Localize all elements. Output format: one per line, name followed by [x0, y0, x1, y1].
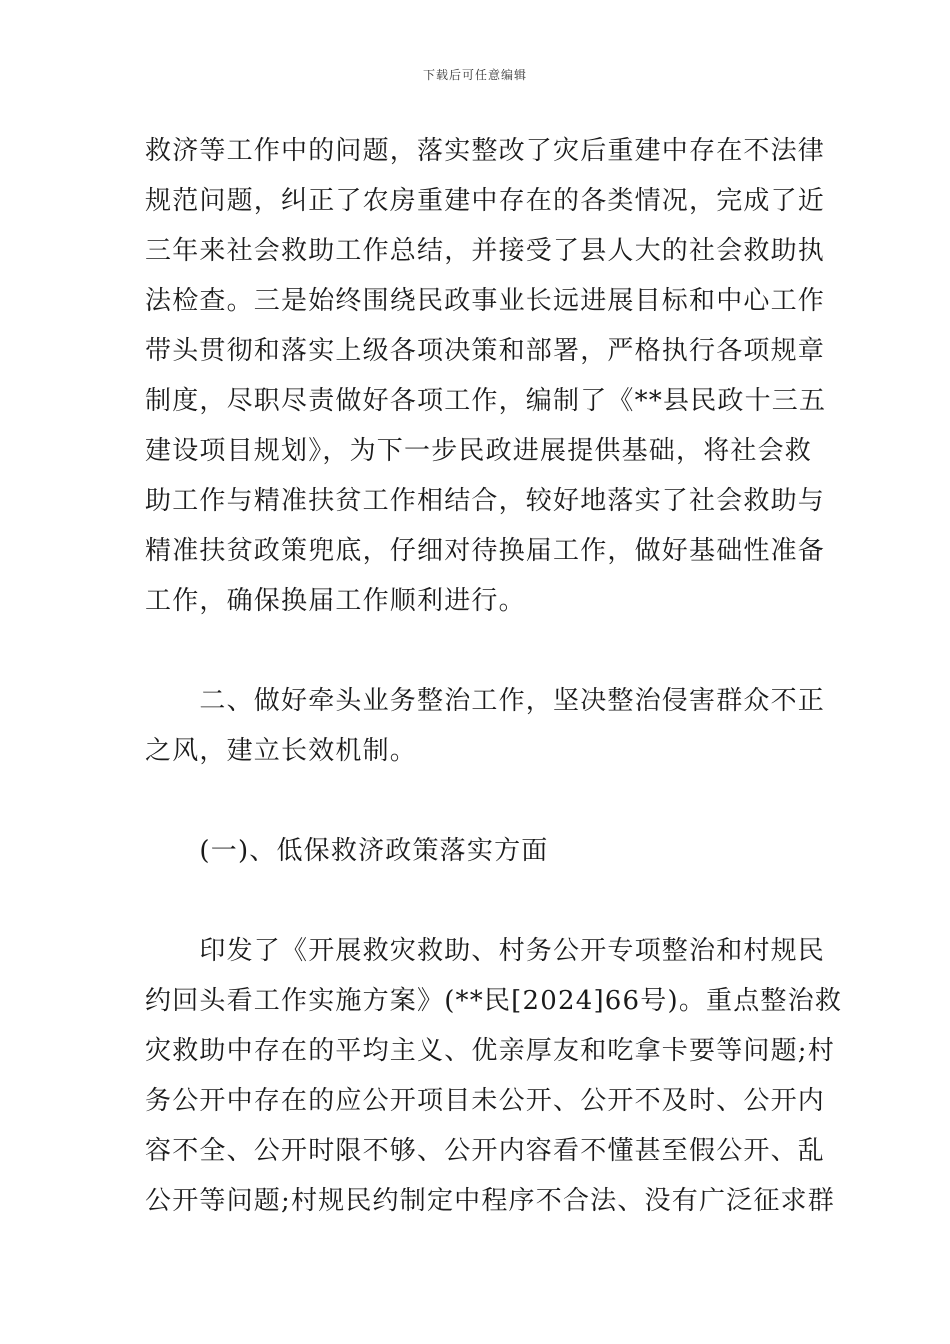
- page-header: 下载后可任意编辑: [422, 68, 527, 82]
- text-line: 救济等工作中的问题，落实整改了灾后重建中存在不法律: [145, 136, 826, 166]
- text-line: 二、做好牵头业务整治工作，坚决整治侵害群众不正: [145, 686, 826, 716]
- paragraph: [145, 126, 827, 626]
- text-line: 务公开中存在的应公开项目未公开、公开不及时、公开内: [145, 1086, 826, 1116]
- text-line: 建设项目规划》，为下一步民政进展提供基础，将社会救: [145, 436, 813, 466]
- text-line: 助工作与精准扶贫工作相结合，较好地落实了社会救助与: [145, 486, 826, 516]
- subsection-heading: [145, 826, 810, 876]
- text-line: (一)、低保救济政策落实方面: [145, 836, 549, 866]
- paragraph: [145, 926, 843, 1226]
- text-line: 制度，尽职尽责做好各项工作，编制了《**县民政十三五: [145, 386, 827, 416]
- text-line: 公开等问题;村规民约制定中程序不合法、没有广泛征求群: [145, 1186, 835, 1216]
- document-body: [145, 126, 843, 1226]
- text-line: 精准扶贫政策兜底，仔细对待换届工作，做好基础性准备: [145, 536, 826, 566]
- text-line: 之风，建立长效机制。: [145, 736, 418, 766]
- text-line: 规范问题，纠正了农房重建中存在的各类情况，完成了近: [145, 186, 826, 216]
- text-line: 工作，确保换届工作顺利进行。: [145, 586, 526, 616]
- text-line: 灾救助中存在的平均主义、优亲厚友和吃拿卡要等问题;村: [145, 1036, 835, 1066]
- text-line: 约回头看工作实施方案》(**民[2024]66号)。重点整治救: [145, 986, 843, 1016]
- text-line: 容不全、公开时限不够、公开内容看不懂甚至假公开、乱: [145, 1136, 826, 1166]
- text-line: 带头贯彻和落实上级各项决策和部署，严格执行各项规章: [145, 336, 826, 366]
- text-line: 法检查。三是始终围绕民政事业长远进展目标和中心工作: [145, 286, 826, 316]
- section-heading: [145, 676, 826, 776]
- text-line: 印发了《开展救灾救助、村务公开专项整治和村规民: [145, 936, 826, 966]
- text-line: 三年来社会救助工作总结，并接受了县人大的社会救助执: [145, 236, 826, 266]
